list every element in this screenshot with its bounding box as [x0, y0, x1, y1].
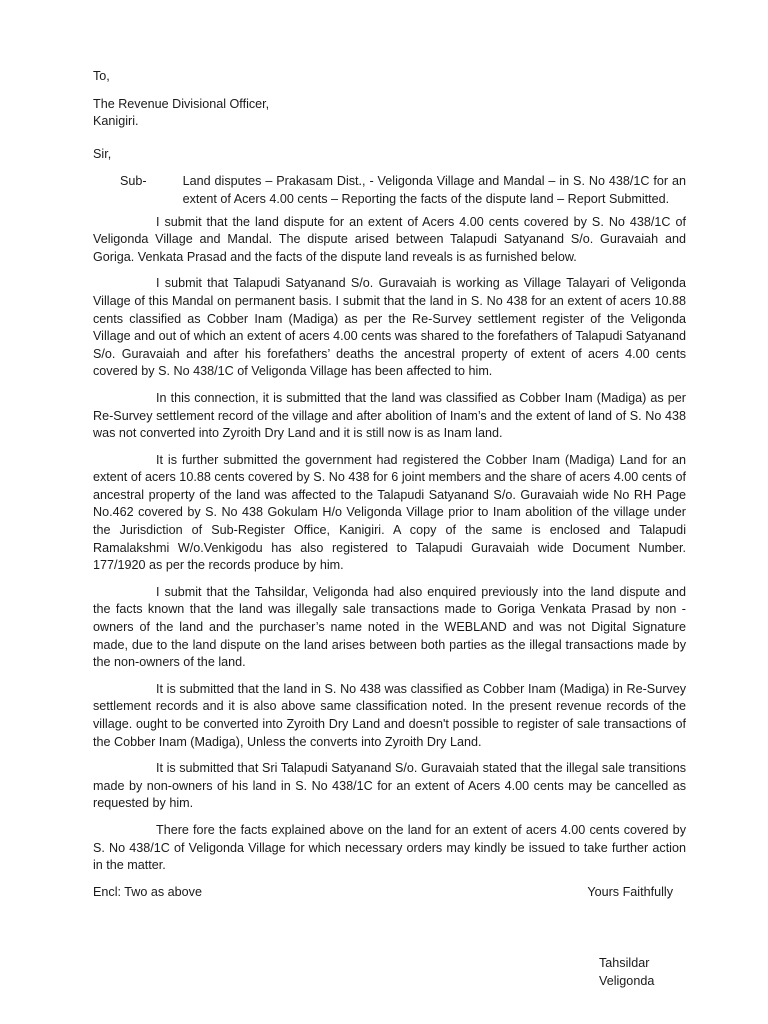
paragraph-4: It is further submitted the government had registered the Cobber Inam (Madiga) Land for an extent of acers 10.88 cents covered by S. No 438 for 6 joint members and the share of acers 4.00 cents of ancestral property of the land was affected to the Talapudi Satyanand S/o. Guravaiah wide No RH Page No.462 covered by S. No 438 Gokulam H/o Veligonda Village prior to Inam abolition of the village under the Jurisdiction of Sub-Register Office, Kanigiri. A copy of the same is enclosed and Talapudi Ramalakshmi W/o.Venkigodu has also registered to Talapudi Guravaiah wide Document Number. 177/1920 as per the records produce by him. [93, 452, 686, 573]
signature-block [599, 955, 654, 990]
paragraph-3: In this connection, it is submitted that the land was classified as Cobber Inam (Madiga) as per Re-Survey settlement record of the village and after abolition of Inam’s and the extent of land of S. No 438 was not converted into Zyroith Dry Land and it is still now is as Inam land. [93, 390, 686, 441]
to-line: To, [93, 69, 110, 83]
subject-label: Sub- [120, 174, 147, 189]
signatory-place: Veligonda [599, 973, 655, 988]
subject-text-content: Land disputes – Prakasam Dist., - Veligonda Village and Mandal – in S. No 438/1C for an extent of Acers 4.00 cents – Reporting the facts of the dispute land – Report Submitted. [182, 174, 686, 206]
letter-body [93, 68, 686, 901]
enclosure-note: Encl: Two as above [93, 884, 202, 899]
subject-line [120, 173, 686, 208]
closing-row [93, 884, 686, 902]
salutation: Sir, [93, 146, 112, 161]
paragraph-7: It is submitted that Sri Talapudi Satyanand S/o. Guravaiah stated that the illegal sale transitions made by non-owners of his land in S. No 438/1C for an extent of Acers 4.00 cents may be cancelled as requested by him. [93, 761, 686, 811]
paragraph-5: I submit that the Tahsildar, Veligonda had also enquired previously into the land dispute and the facts known that the land was illegally sale transactions made to Goriga Venkata Prasad by non -owners of the land and the purchaser’s name noted in the WEBLAND and was not Digital Signature made, due to the land dispute on the land arises between both parties as the illegal transactions made by the non-owners of the land. [93, 584, 686, 670]
addressee-block [93, 96, 686, 131]
addressee-place: Kanigiri. [93, 114, 139, 129]
closing-phrase: Yours Faithfully [587, 884, 673, 899]
paragraph-2: I submit that Talapudi Satyanand S/o. Guravaiah is working as Village Talayari of Veligonda Village of this Mandal on permanent basis. I submit that the land in S. No 438 for an extent of acers 10.88 cents classified as Cobber Inam (Madiga) as per the Re-Survey settlement register of the Veligonda Village and out of which an extent of acers 4.00 cents was shared to the forefathers of Talapudi Satyanand S/o. Guravaiah and after his forefathers’ deaths the ancestral property of extent of acers 4.00 cents covered by S. No 438/1C of Veligonda Village has been affected to him. [93, 276, 686, 379]
paragraph-8: There fore the facts explained above on the land for an extent of acers 4.00 cents covered by S. No 438/1C of Veligonda Village for which necessary orders may kindly be issued to take further action in the matter. [93, 822, 686, 873]
paragraph-6: It is submitted that the land in S. No 438 was classified as Cobber Inam (Madiga) in Re-Survey settlement records and it is also above same classification noted. In the present revenue records of the village. ought to be converted into Zyroith Dry Land and doesn't possible to register of sale transactions of the Cobber Inam (Madiga), Unless the converts into Zyroith Dry Land. [93, 681, 686, 749]
signatory-title: Tahsildar [599, 956, 650, 970]
addressee-title: The Revenue Divisional Officer, [93, 96, 270, 111]
paragraph-1: I submit that the land dispute for an extent of Acers 4.00 cents covered by S. No 438/1C of Veligonda Village and Mandal. The dispute arised between Talapudi Satyanand S/o. Guravaiah and Goriga. Venkata Prasad and the facts of the dispute land reveals is as furnished below. [93, 214, 686, 264]
subject-text [147, 173, 686, 208]
